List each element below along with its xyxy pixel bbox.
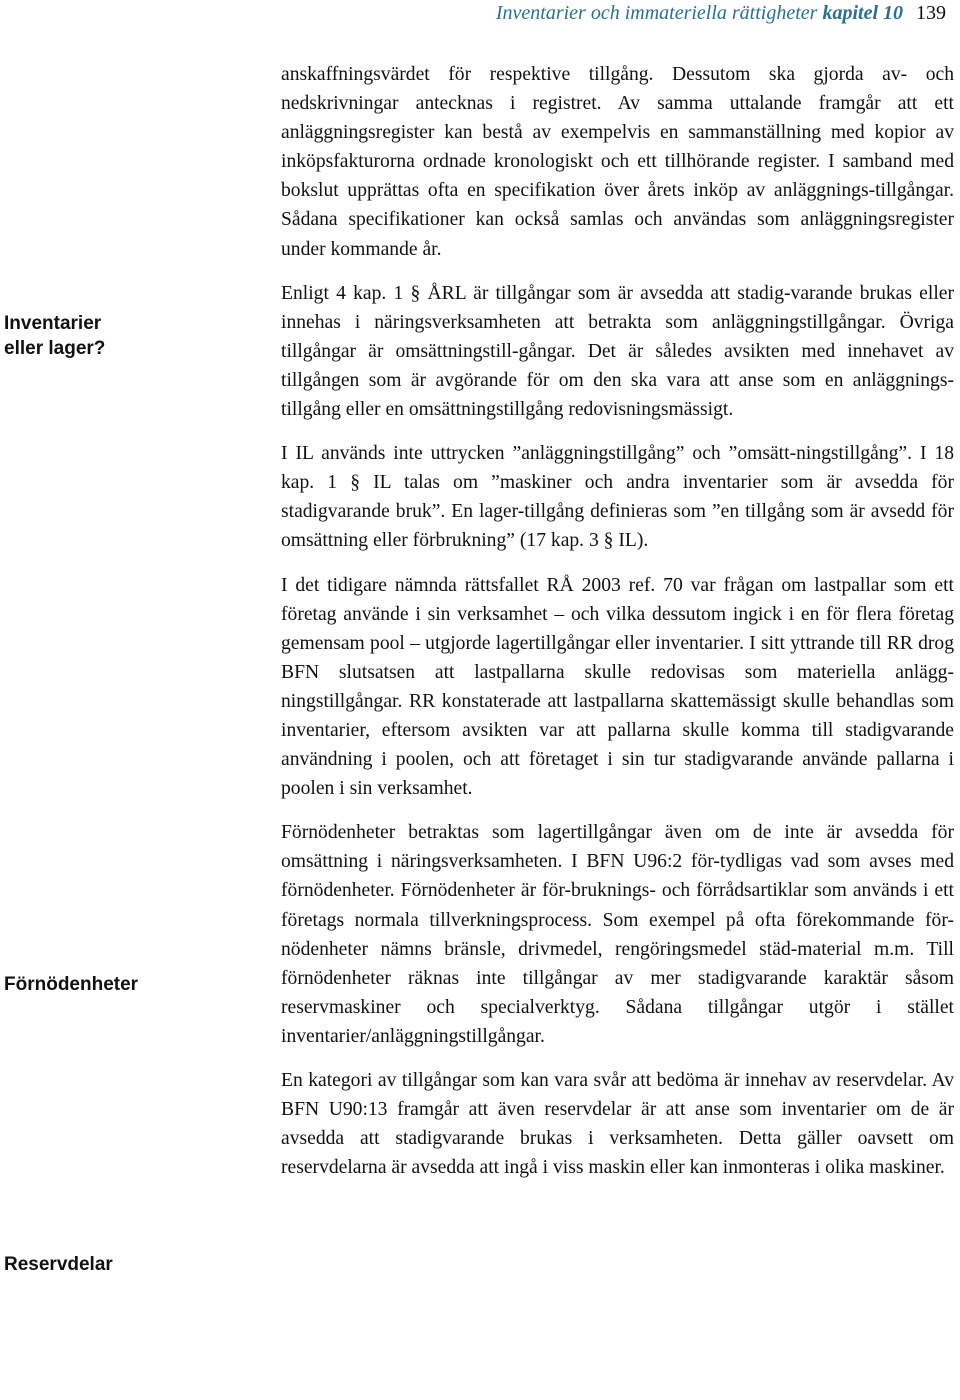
running-header [496,2,946,25]
margin-heading-line: Förnödenheter [4,974,139,995]
margin-heading-inventarier [4,311,184,361]
margin-heading-line: eller lager? [4,338,106,359]
body-text [281,60,954,1182]
margin-heading-line: Reservdelar [4,1254,113,1275]
margin-heading-fornodenheter [4,972,184,997]
paragraph: Förnödenheter betraktas som lagertillgångar även om de inte är avsedda för omsättning i näringsverksamheten. I BFN U96:2 för-tydligas vad som avses med förnödenheter. Förnödenheter är för-bruknings- och förrådsartiklar som används i ett företags normala tillverkningsprocess. Som exempel på ofta förekommande för-nödenheter nämns bränsle, drivmedel, rengöringsmedel städ-material m.m. Till förnödenheter räknas inte tillgångar av mer stadigvarande karaktär såsom reservmaskiner och specialverktyg. Sådana tillgångar utgör i stället inventarier/anläggningstillgångar. [281,822,954,1047]
chapter-label: kapitel 10 [822,2,903,24]
margin-heading-line: Inventarier [4,313,102,334]
margin-heading-reservdelar [4,1252,184,1277]
page-number: 139 [916,2,946,24]
paragraph: I det tidigare nämnda rättsfallet RÅ 2003 ref. 70 var frågan om lastpallar som ett företag använde i sin verksamhet – och vilka dessutom ingick i en för flera företag gemensam pool – utgjorde lagertillgångar eller inventarier. I sitt yttrande till RR drog BFN slutsatsen att lastpallarna skulle redovisas som materiella anlägg-ningstillgångar. RR konstaterade att lastpallarna skattemässigt skulle behandlas som inventarier, eftersom avsikten var att pallarna skulle komma till stadigvarande användning i poolen, och att företaget i sin tur stadigvarande använde pallarna i poolen i sin verksamhet. [281,574,954,800]
paragraph: Enligt 4 kap. 1 § ÅRL är tillgångar som är avsedda att stadig-varande brukas eller innehas i näringsverksamheten att betrakta som anläggningstillgångar. Övriga tillgångar är omsättningstill-gångar. Det är således avsikten med innehavet av tillgången som är avgörande för om den ska vara att anse som en anläggnings-tillgång eller en omsättningstillgång redovisningsmässigt. [281,282,954,421]
paragraph: anskaffningsvärdet för respektive tillgång. Dessutom ska gjorda av- och nedskrivningar antecknas i registret. Av samma uttalande framgår att ett anläggningsregister kan bestå av exempelvis en sammanställning med kopior av inköpsfakturorna ordnade kronologiskt och ett tillhörande register. I samband med bokslut upprättas ofta en specifikation över årets inköp av anläggnings-tillgångar. Sådana specifikationer kan också samlas och användas som anläggningsregister under kommande år. [281,64,954,260]
paragraph: I IL används inte uttrycken ”anläggningstillgång” och ”omsätt-ningstillgång”. I 18 kap. 1 § IL talas om ”maskiner och andra inventarier som är avsedda för stadigvarande bruk”. En lager-tillgång definieras som ”en tillgång som är avsedd för omsättning eller förbrukning” (17 kap. 3 § IL). [281,443,954,552]
running-title: Inventarier och immateriella rättigheter [495,2,818,24]
paragraph: En kategori av tillgångar som kan vara svår att bedöma är innehav av reservdelar. Av BFN U90:13 framgår att även reservdelar är att anse som inventarier om de är avsedda att stadigvarande brukas i verksamheten. Detta gäller oavsett om reservdelarna är avsedda att ingå i viss maskin eller kan inmonteras i olika maskiner. [281,1070,954,1179]
